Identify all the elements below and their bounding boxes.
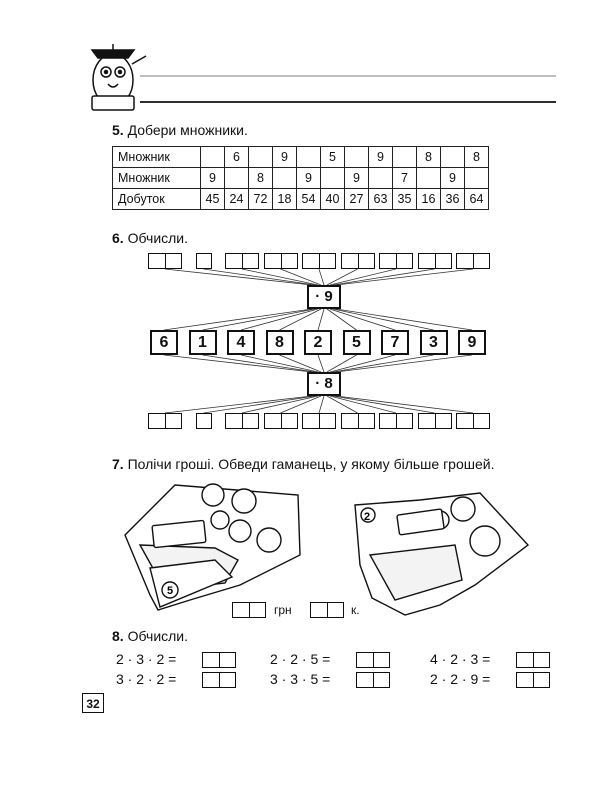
bottom-answer-box[interactable] [196,413,212,429]
connector-line [204,396,316,413]
connector-line [333,355,434,372]
page-number: 32 [82,693,104,713]
bottom-answer-box[interactable] [379,413,413,429]
top-answer-box[interactable] [302,253,336,269]
expression-answer-box[interactable] [202,672,236,688]
number-box: 5 [343,330,371,355]
row-label: Множник [113,147,201,168]
value-cell: 63 [369,189,393,210]
wallet-right-icon [355,493,528,615]
value-cell: 9 [273,147,297,168]
top-answer-box[interactable] [379,253,413,269]
value-cell: 18 [273,189,297,210]
top-answer-box[interactable] [264,253,298,269]
value-cell: 5 [321,147,345,168]
task8-number: 8. [112,628,124,644]
task5-heading [112,122,248,138]
value-cell: 6 [225,147,249,168]
top-answer-box[interactable] [341,253,375,269]
top-answer-box[interactable] [418,253,452,269]
value-cell: 8 [249,168,273,189]
connector-line [319,396,324,413]
number-box: 8 [266,330,294,355]
kopeck-unit-label: к. [351,603,360,617]
value-cell: 72 [249,189,273,210]
answer-cell[interactable] [321,168,345,189]
answer-cell[interactable] [273,168,297,189]
connector-line [203,309,316,330]
bottom-answer-box[interactable] [264,413,298,429]
connector-line [203,355,316,372]
number-box: 3 [420,330,448,355]
value-cell: 8 [417,147,441,168]
expression-text: 3 · 3 · 5 = [270,671,331,687]
connector-line [242,396,318,413]
connector-line [330,309,395,330]
number-box: 1 [189,330,217,355]
answer-cell[interactable] [441,147,465,168]
expression-answer-box[interactable] [516,652,550,668]
answer-cell[interactable] [225,168,249,189]
value-cell: 9 [441,168,465,189]
expression-text: 4 · 2 · 3 = [430,651,491,667]
task6-title: Обчисли. [127,230,189,246]
connector-line [336,355,472,372]
hryvnia-answer-box[interactable] [232,602,266,618]
value-cell: 7 [393,168,417,189]
bottom-answer-box[interactable] [148,413,182,429]
top-answer-box[interactable] [456,253,490,269]
number-box: 4 [227,330,255,355]
professor-mascot-icon [92,44,146,110]
bottom-answer-box[interactable] [225,413,259,429]
task7-number: 7. [112,456,124,472]
connector-line [336,309,472,330]
multiplication-table [112,146,489,210]
connector-line [333,396,435,413]
task8-heading [112,628,188,644]
value-cell: 36 [441,189,465,210]
connector-line [242,269,318,285]
answer-cell[interactable] [249,147,273,168]
connector-line [333,269,435,285]
value-cell: 8 [465,147,489,168]
connector-line [336,269,473,285]
expression-answer-box[interactable] [202,652,236,668]
wallet-left-icon [125,484,300,610]
answer-cell[interactable] [297,147,321,168]
kopeck-answer-box[interactable] [310,602,344,618]
note-right-label: 2 [364,511,371,523]
connector-line [327,309,357,330]
answer-cell[interactable] [345,147,369,168]
connector-line [318,309,324,330]
expression-answer-box[interactable] [356,672,390,688]
answer-cell[interactable] [369,168,393,189]
task8-title: Обчисли. [127,628,189,644]
connector-line [318,355,324,372]
value-cell: 54 [297,189,321,210]
connector-line [319,269,324,285]
expression-text: 3 · 2 · 2 = [116,671,177,687]
value-cell: 9 [201,168,225,189]
connector-line [165,396,312,413]
bottom-answer-box[interactable] [341,413,375,429]
number-box: 9 [458,330,486,355]
top-answer-box[interactable] [148,253,182,269]
multiplier-eight-box: · 8 [307,372,341,396]
answer-cell[interactable] [201,147,225,168]
task7-title: Полічи гроші. Обведи гаманець, у якому більше грошей. [127,456,495,472]
value-cell: 16 [417,189,441,210]
value-cell: 64 [465,189,489,210]
value-cell: 9 [297,168,321,189]
value-cell: 35 [393,189,417,210]
hryvnia-unit-label: грн [274,603,292,617]
row-label: Добуток [113,189,201,210]
answer-cell[interactable] [393,147,417,168]
connector-line [164,309,312,330]
row-label: Множник [113,168,201,189]
task6-number: 6. [112,230,124,246]
value-cell: 9 [369,147,393,168]
connector-line [327,355,357,372]
value-cell: 9 [345,168,369,189]
task6-heading [112,230,188,246]
connector-line [327,269,358,285]
number-box: 2 [304,330,332,355]
connector-line [327,396,358,413]
connector-line [333,309,434,330]
table-row [113,189,489,210]
connector-line [164,355,312,372]
value-cell: 45 [201,189,225,210]
top-answer-box[interactable] [225,253,259,269]
bottom-answer-box[interactable] [302,413,336,429]
expression-text: 2 · 3 · 2 = [116,651,177,667]
value-cell: 27 [345,189,369,210]
bottom-answer-box[interactable] [456,413,490,429]
bottom-answer-box[interactable] [418,413,452,429]
connector-line [165,269,312,285]
task7-heading [112,456,494,472]
table-row [113,147,489,168]
expression-text: 2 · 2 · 9 = [430,671,491,687]
connector-line [241,355,318,372]
top-answer-box[interactable] [196,253,212,269]
answer-cell[interactable] [417,168,441,189]
value-cell: 24 [225,189,249,210]
value-cell: 40 [321,189,345,210]
note-left-label: 5 [167,585,174,597]
number-box: 6 [150,330,178,355]
answer-cell[interactable] [465,168,489,189]
connector-line [336,396,473,413]
multiplier-nine-box: · 9 [307,285,341,309]
connector-line [204,269,316,285]
expression-answer-box[interactable] [516,672,550,688]
expression-answer-box[interactable] [356,652,390,668]
connector-line [241,309,318,330]
number-box: 7 [381,330,409,355]
expression-text: 2 · 2 · 5 = [270,651,331,667]
task5-number: 5. [112,122,124,138]
table-row [113,168,489,189]
task5-title: Добери множники. [127,122,248,138]
